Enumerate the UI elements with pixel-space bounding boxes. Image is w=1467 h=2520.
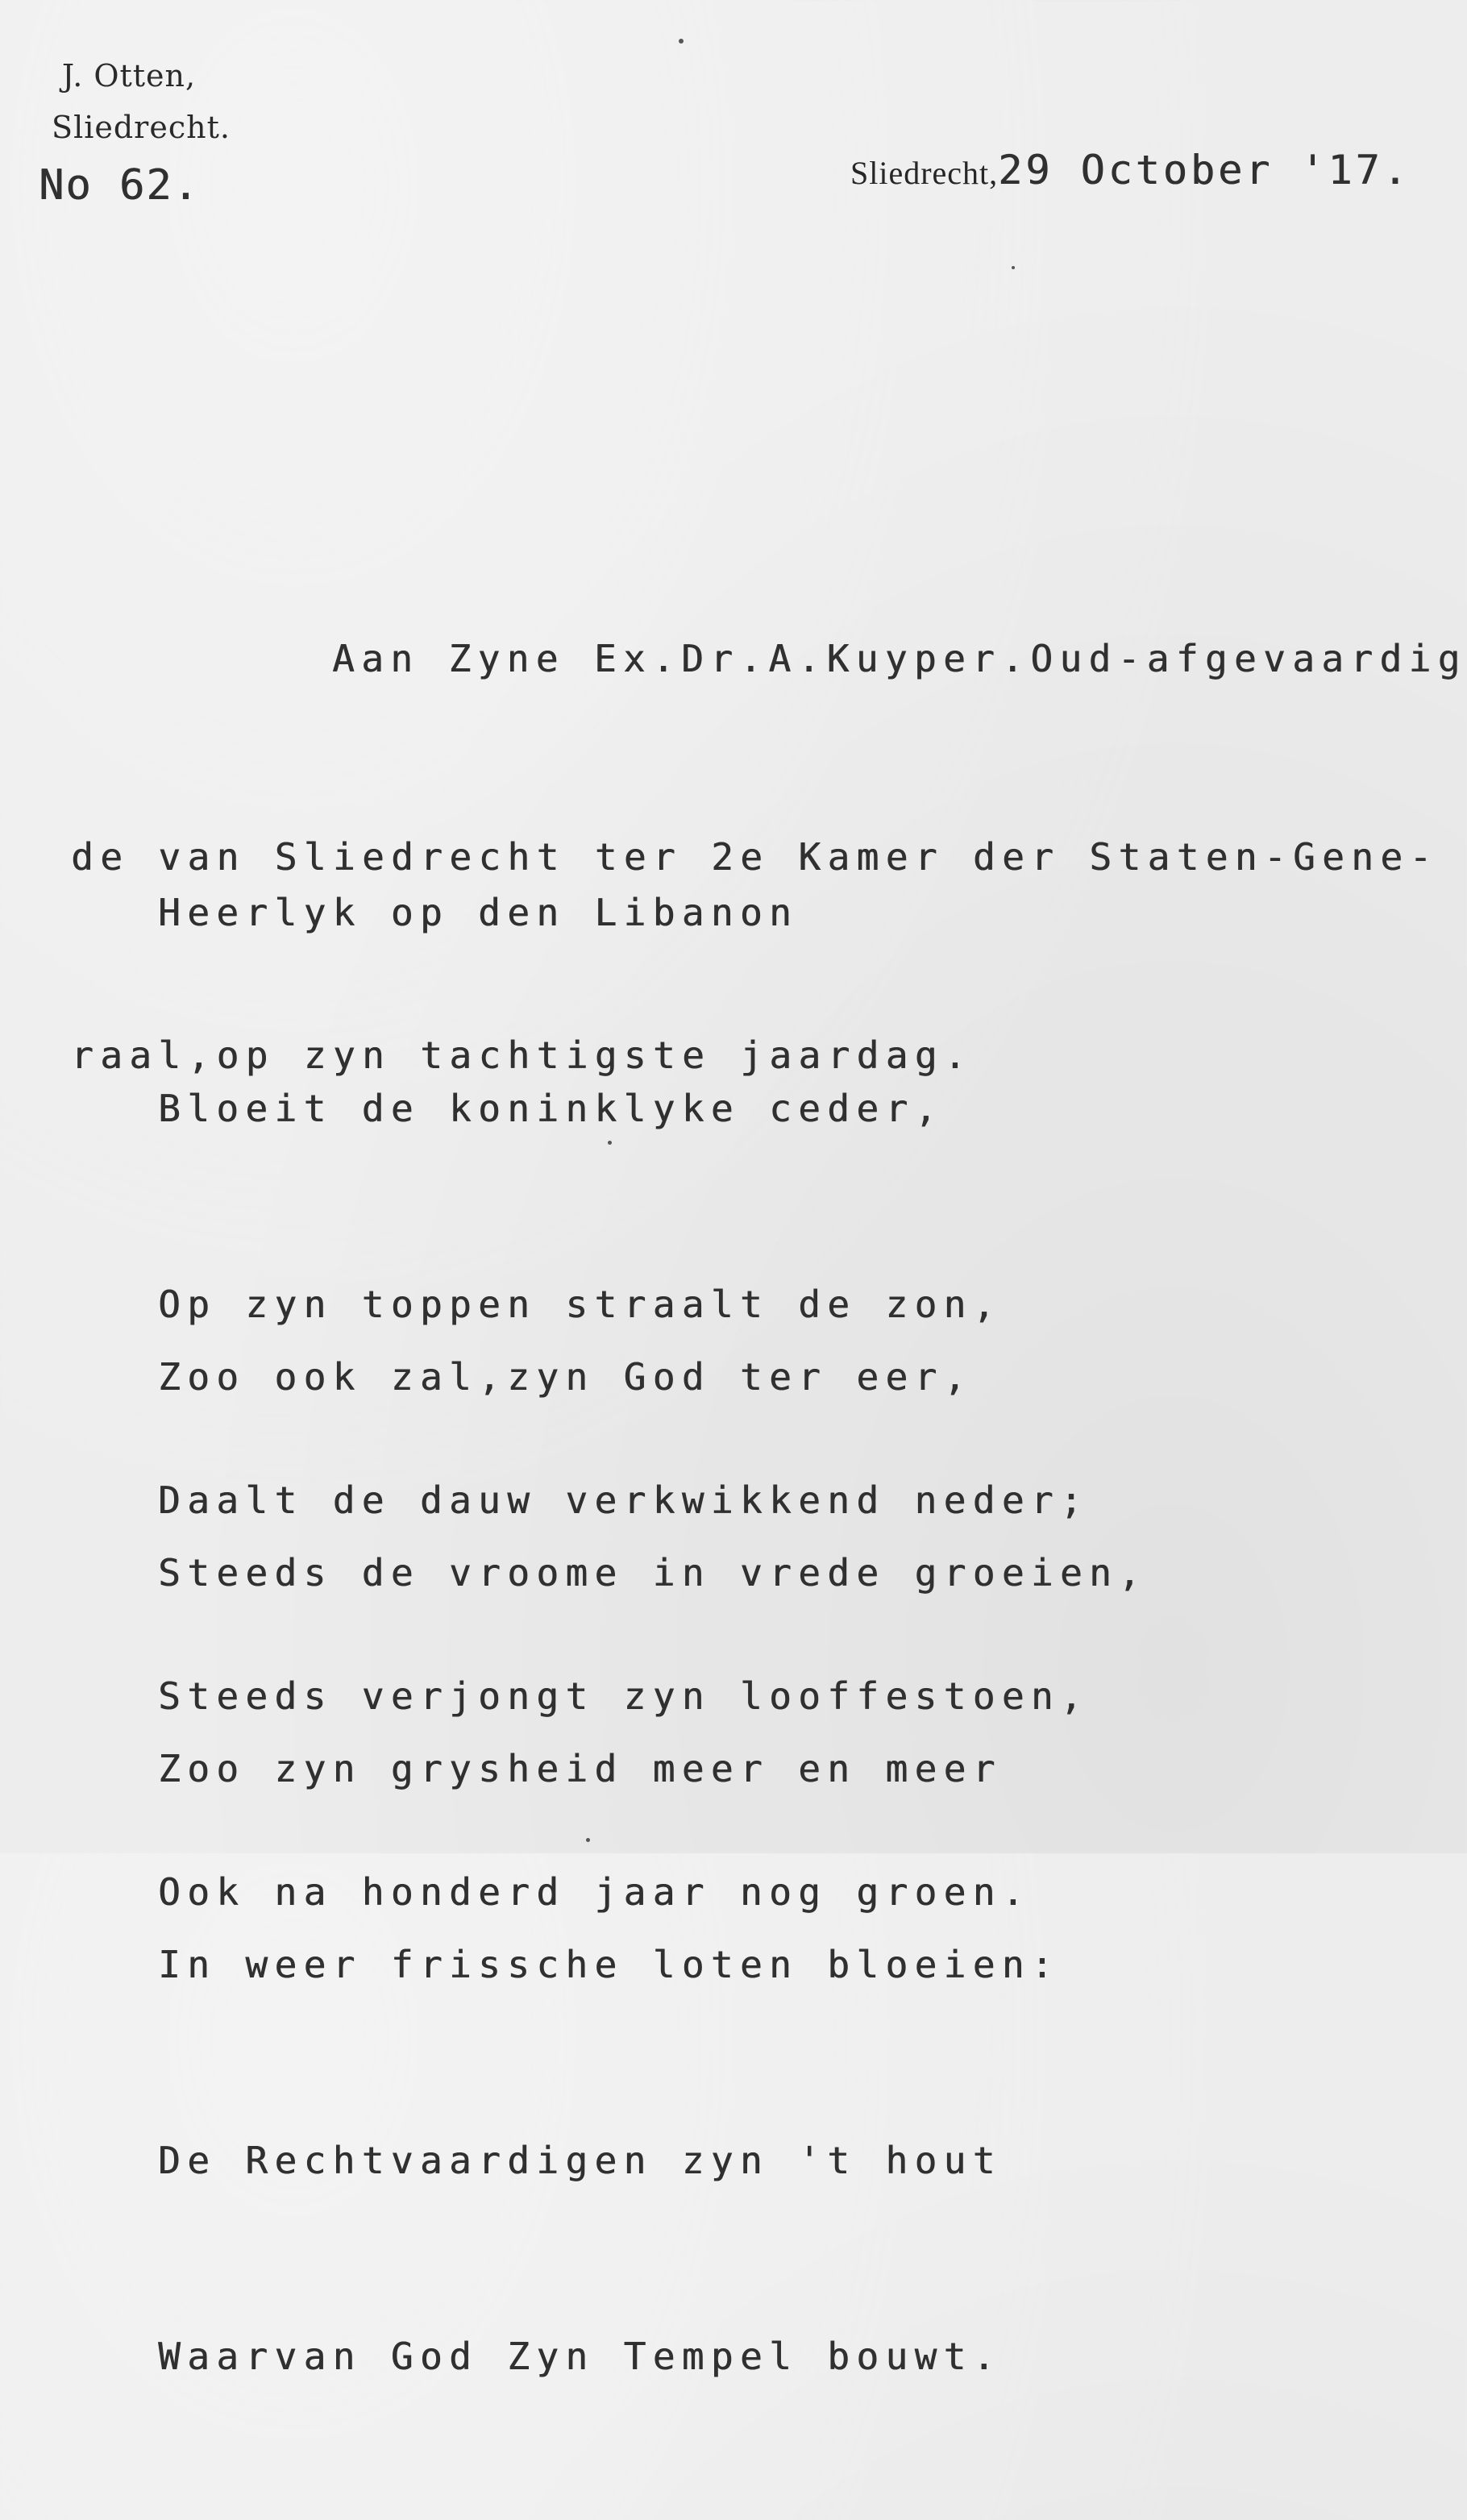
poem-line: Daalt de dauw verkwikkend neder; bbox=[158, 1478, 1090, 1522]
dateline bbox=[850, 147, 1411, 193]
poem-line: In weer frissche loten bloeien: bbox=[158, 1943, 1060, 1986]
paper-speck bbox=[679, 39, 684, 44]
dateline-city: Sliedrecht, bbox=[850, 155, 999, 191]
address-line: de van Sliedrecht ter 2e Kamer der Staten-Gene- bbox=[71, 835, 1439, 879]
address-line: raal,op zyn tachtigste jaardag. bbox=[71, 1033, 973, 1077]
dateline-date: 29 October '17. bbox=[998, 147, 1411, 193]
poem-line: Heerlyk op den Libanon bbox=[158, 891, 799, 934]
address-line: Aan Zyne Ex.Dr.A.Kuyper.Oud-afgevaardig bbox=[332, 637, 1467, 680]
letterhead-city: Sliedrecht. bbox=[52, 110, 231, 145]
letter-number: No 62. bbox=[39, 161, 200, 210]
paper-speck bbox=[1012, 266, 1015, 269]
poem-stanza-2 bbox=[158, 1214, 1147, 2520]
poem-line: Op zyn toppen straalt de zon, bbox=[158, 1283, 1002, 1326]
paper-speck bbox=[586, 1838, 590, 1842]
letterhead-name: J. Otten, bbox=[61, 58, 197, 94]
poem-line: Steeds de vroome in vrede groeien, bbox=[158, 1551, 1148, 1595]
poem-line: Zoo zyn grysheid meer en meer bbox=[158, 1747, 1002, 1790]
poem-line: De Rechtvaardigen zyn 't hout bbox=[158, 2139, 1002, 2182]
poem-line: Ook na honderd jaar nog groen. bbox=[158, 1870, 1031, 1914]
poem-line: Bloeit de koninklyke ceder, bbox=[158, 1087, 944, 1130]
poem-line: Zoo ook zal,zyn God ter eer, bbox=[158, 1355, 973, 1399]
poem-line: Waarvan God Zyn Tempel bouwt. bbox=[158, 2335, 1002, 2378]
poem-line: Steeds verjongt zyn looffestoen, bbox=[158, 1674, 1090, 1718]
paper-speck bbox=[608, 1141, 612, 1145]
